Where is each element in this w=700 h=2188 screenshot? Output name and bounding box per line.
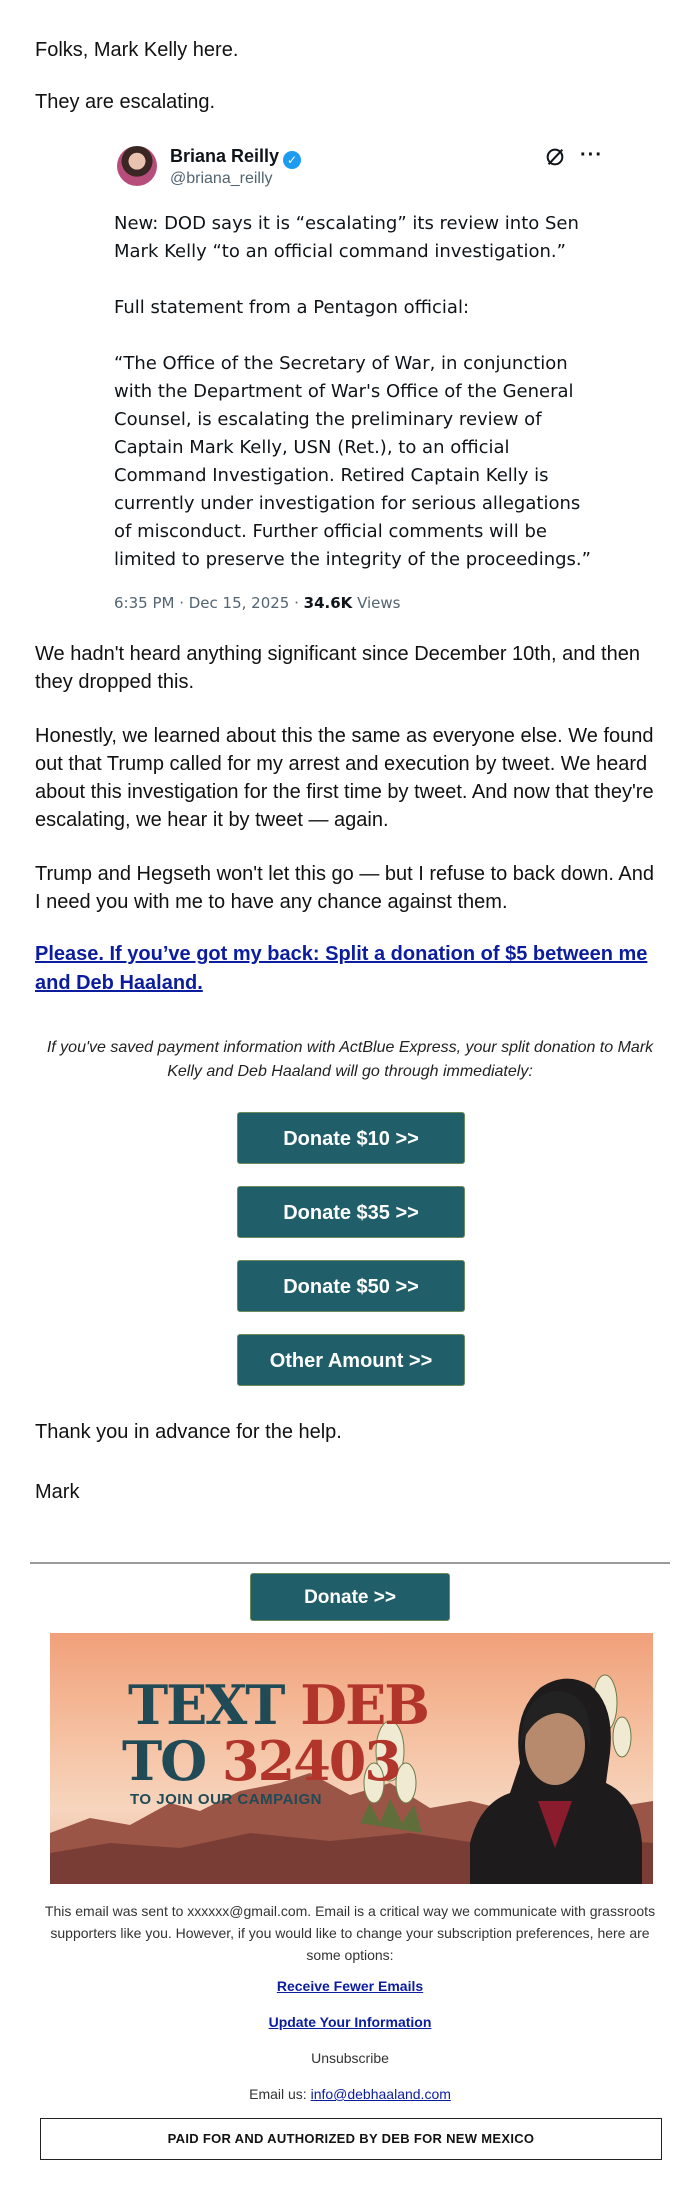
contact-line: [0, 2086, 700, 2102]
banner-word-deb: DEB: [300, 1673, 428, 1737]
donate-35-button[interactable]: Donate $35 >>: [237, 1186, 465, 1238]
actblue-express-note: If you've saved payment information with ActBlue Express, your split donation to Mark Kelly and Deb Haaland will go through immediately:: [46, 1039, 654, 1080]
footer-notice: This email was sent to xxxxxx@gmail.com. Email is a critical way we communicate with grassroots supporters like you. However, if you would like to change your subscription preferences, here are some options:: [44, 1903, 656, 1963]
banner-line-1: [128, 1675, 428, 1735]
tweet-paragraph: New: DOD says it is “escalating” its review into Sen Mark Kelly “to an official command investigation.”: [114, 213, 579, 262]
other-amount-button[interactable]: Other Amount >>: [237, 1334, 465, 1386]
tweet-text: [114, 210, 600, 574]
body-paragraph-3: Trump and Hegseth won't let this go — but I refuse to back down. And I need you with me to have any chance against them.: [35, 863, 654, 913]
tweet-views-count: 34.6K: [303, 594, 353, 612]
signoff: Mark: [35, 1481, 80, 1503]
paid-for-disclaimer: PAID FOR AND AUTHORIZED BY DEB FOR NEW MEXICO: [40, 2118, 662, 2160]
donate-50-button[interactable]: Donate $50 >>: [237, 1260, 465, 1312]
contact-email-link[interactable]: info@debhaaland.com: [310, 2086, 451, 2102]
verified-badge-icon: ✓: [283, 151, 301, 169]
tweet-paragraph: “The Office of the Secretary of War, in conjunction with the Department of War's Office of the General Counsel, is escalating the preliminary review of Captain Mark Kelly, USN (Ret.), to an official Command Investigation. Retired Captain Kelly is currently under investigation for serious allegations of misconduct. Further official comments will be limited to preserve the integrity of the proceedings.”: [114, 353, 591, 570]
intro-line: They are escalating.: [35, 91, 216, 113]
banner-line-2: [122, 1731, 400, 1791]
tweet-author[interactable]: [170, 146, 301, 169]
tweet-meta: [114, 594, 600, 612]
donate-button[interactable]: Donate >>: [250, 1573, 450, 1621]
grok-icon[interactable]: [544, 146, 566, 168]
tweet-handle[interactable]: @briana_reilly: [170, 170, 273, 187]
tweet-header: [114, 138, 603, 198]
body-paragraph-1: We hadn't heard anything significant since December 10th, and then they dropped this.: [35, 643, 640, 693]
tweet-paragraph: Full statement from a Pentagon official:: [114, 297, 470, 318]
banner-word-text: TEXT: [128, 1673, 284, 1737]
banner-word-to: TO: [122, 1729, 206, 1793]
more-icon[interactable]: ···: [580, 144, 603, 166]
donate-10-button[interactable]: Donate $10 >>: [237, 1112, 465, 1164]
banner-number: 32403: [222, 1729, 400, 1793]
closing-line: Thank you in advance for the help.: [35, 1421, 342, 1443]
text-deb-banner[interactable]: [50, 1633, 653, 1884]
tweet-timestamp[interactable]: 6:35 PM · Dec 15, 2025 ·: [114, 594, 304, 612]
unsubscribe-link[interactable]: Unsubscribe: [311, 2050, 389, 2066]
split-donation-link[interactable]: Please. If you’ve got my back: Split a donation of $5 between me and Deb Haaland.: [35, 943, 648, 994]
embedded-tweet[interactable]: [114, 138, 603, 612]
banner-subline: TO JOIN OUR CAMPAIGN: [130, 1791, 322, 1808]
receive-fewer-emails-link[interactable]: Receive Fewer Emails: [276, 1978, 424, 1994]
greeting: Folks, Mark Kelly here.: [35, 39, 239, 61]
update-information-link[interactable]: Update Your Information: [268, 2014, 432, 2030]
avatar[interactable]: [117, 146, 157, 186]
divider: [30, 1562, 670, 1564]
body-paragraph-2: Honestly, we learned about this the same as everyone else. We found out that Trump called for my arrest and execution by tweet. We heard about this investigation for the first time by tweet. And now that they're escalating, we hear it by tweet — again.: [35, 725, 654, 831]
tweet-author-name[interactable]: Briana Reilly: [170, 146, 280, 166]
contact-label: Email us:: [249, 2086, 311, 2102]
tweet-views-label: Views: [357, 594, 401, 612]
